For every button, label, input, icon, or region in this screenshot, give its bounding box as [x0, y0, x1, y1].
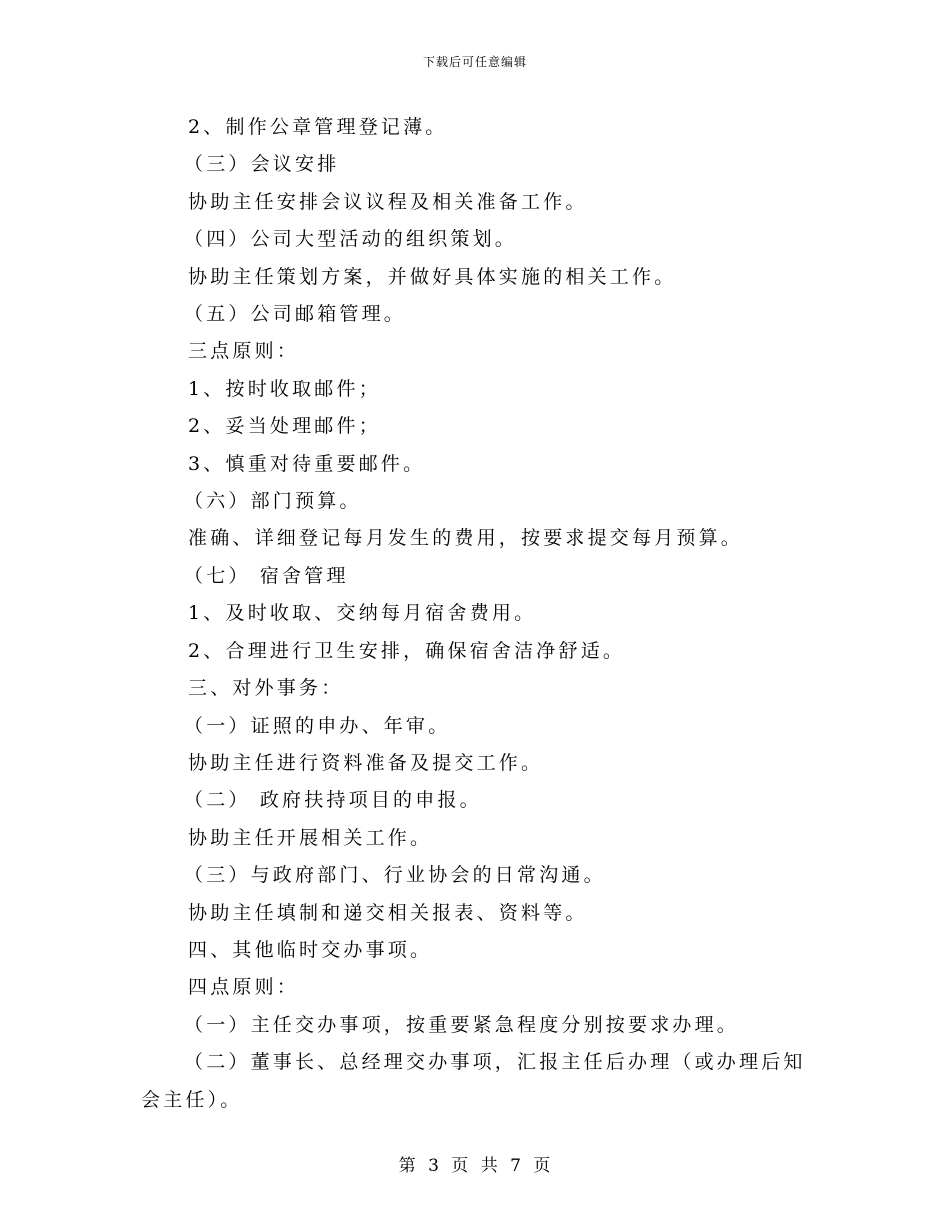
- section-heading: （六）部门预算。: [184, 490, 362, 513]
- paragraph-line: （一）主任交办事项，按重要紧急程度分别按要求办理。: [184, 1013, 740, 1036]
- paragraph-line: 协助主任安排会议议程及相关准备工作。: [188, 190, 588, 213]
- section-heading: （七） 宿舍管理: [184, 564, 349, 587]
- header-note: 下载后可任意编辑: [422, 55, 527, 69]
- document-body: [141, 109, 821, 1119]
- page-number: 第 3 页 共 7 页: [398, 1156, 552, 1176]
- section-heading: （一）证照的申办、年审。: [184, 714, 451, 737]
- section-heading: （三）会议安排: [184, 153, 340, 176]
- section-heading: 三、对外事务：: [188, 677, 344, 700]
- paragraph-line: 协助主任策划方案，并做好具体实施的相关工作。: [188, 265, 677, 288]
- paragraph-line: 四点原则：: [188, 976, 300, 999]
- paragraph-line: 2、妥当处理邮件；: [188, 415, 381, 438]
- paragraph-line: 协助主任开展相关工作。: [188, 826, 433, 849]
- paragraph-line: 协助主任填制和递交相关报表、资料等。: [188, 901, 588, 924]
- section-heading: （三）与政府部门、行业协会的日常沟通。: [184, 864, 606, 887]
- paragraph-line: 三点原则：: [188, 340, 300, 363]
- section-heading: 四、其他临时交办事项。: [188, 938, 433, 961]
- paragraph-line: 2、制作公章管理登记薄。: [188, 116, 448, 138]
- paragraph-line: 2、合理进行卫生安排，确保宿舍洁净舒适。: [188, 639, 626, 662]
- section-heading: （五）公司邮箱管理。: [184, 303, 407, 326]
- section-heading: （四）公司大型活动的组织策划。: [184, 228, 518, 251]
- paragraph-line: 协助主任进行资料准备及提交工作。: [188, 751, 544, 774]
- section-heading: （二） 政府扶持项目的申报。: [184, 789, 482, 812]
- paragraph-line: 3、慎重对待重要邮件。: [188, 452, 426, 475]
- paragraph-line: 1、按时收取邮件；: [188, 377, 381, 400]
- paragraph-line: 准确、详细登记每月发生的费用，按要求提交每月预算。: [188, 527, 744, 550]
- paragraph-line: 1、及时收取、交纳每月宿舍费用。: [188, 602, 537, 625]
- paragraph-line: （二）董事长、总经理交办事项，汇报主任后办理（或办理后知会主任）。: [141, 1051, 806, 1111]
